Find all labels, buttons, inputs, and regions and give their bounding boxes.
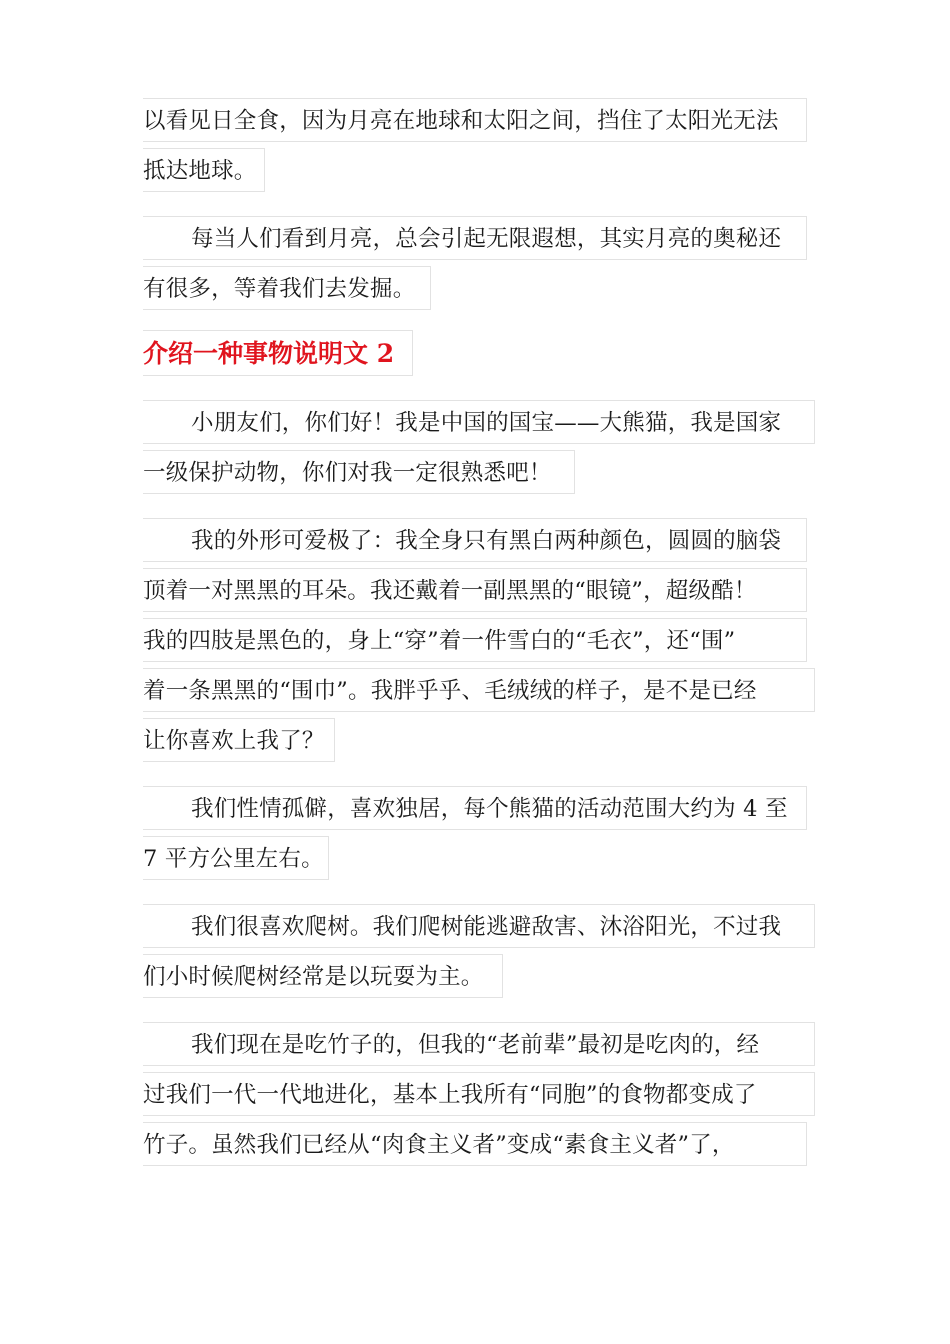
text-line: 竹子。虽然我们已经从“肉食主义者”变成“素食主义者”了， bbox=[143, 1122, 807, 1166]
text-line: 我的四肢是黑色的，身上“穿”着一件雪白的“毛衣”，还“围” bbox=[143, 618, 807, 662]
text-line: 小朋友们，你们好！我是中国的国宝——大熊猫，我是国家 bbox=[143, 400, 815, 444]
text-line: 一级保护动物，你们对我一定很熟悉吧！ bbox=[143, 450, 575, 494]
text-line: 们小时候爬树经常是以玩耍为主。 bbox=[143, 954, 503, 998]
text-line: 过我们一代一代地进化，基本上我所有“同胞”的食物都变成了 bbox=[143, 1072, 815, 1116]
text-line: 我的外形可爱极了：我全身只有黑白两种颜色，圆圆的脑袋 bbox=[143, 518, 807, 562]
text-line: 我们很喜欢爬树。我们爬树能逃避敌害、沐浴阳光，不过我 bbox=[143, 904, 815, 948]
text-line: 我们现在是吃竹子的，但我的“老前辈”最初是吃肉的，经 bbox=[143, 1022, 815, 1066]
text-line: 有很多，等着我们去发掘。 bbox=[143, 266, 431, 310]
text-line: 我们性情孤僻，喜欢独居，每个熊猫的活动范围大约为 4 至 bbox=[143, 786, 807, 830]
text-line: 每当人们看到月亮，总会引起无限遐想，其实月亮的奥秘还 bbox=[143, 216, 807, 260]
text-line: 让你喜欢上我了？ bbox=[143, 718, 335, 762]
text-line: 顶着一对黑黑的耳朵。我还戴着一副黑黑的“眼镜”，超级酷！ bbox=[143, 568, 807, 612]
text-line: 7 平方公里左右。 bbox=[143, 836, 329, 880]
text-line: 抵达地球。 bbox=[143, 148, 265, 192]
text-line: 以看见日全食，因为月亮在地球和太阳之间，挡住了太阳光无法 bbox=[143, 98, 807, 142]
section-heading: 介绍一种事物说明文 2 bbox=[143, 330, 413, 376]
text-line: 着一条黑黑的“围巾”。我胖乎乎、毛绒绒的样子，是不是已经 bbox=[143, 668, 815, 712]
